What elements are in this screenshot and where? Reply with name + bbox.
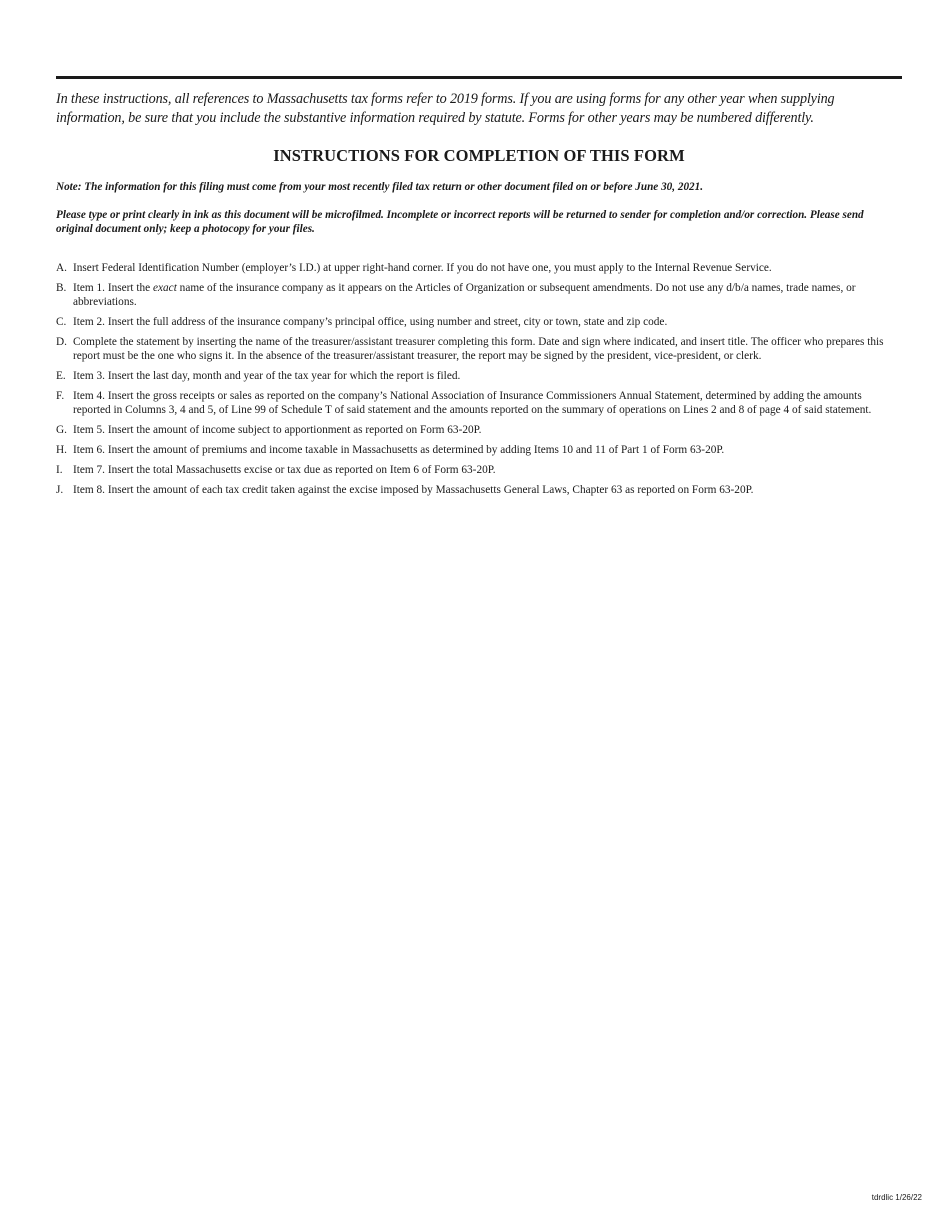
instruction-list <box>56 262 902 504</box>
intro-paragraph: In these instructions, all references to Massachusetts tax forms refer to 2019 forms. If you are using forms for any other year when supplying information, be sure that you include the substantive information required by statute. Forms for other years may be numbered differently. <box>56 91 835 126</box>
item-text: Item 2. Insert the full address of the insurance company’s principal office, using number and street, city or town, state and zip code. <box>73 315 668 328</box>
item-text: Item 3. Insert the last day, month and year of the tax year for which the report is filed. <box>73 369 461 382</box>
item-letter: J. <box>56 484 64 497</box>
item-letter: D. <box>56 336 67 349</box>
item-letter: A. <box>56 262 67 274</box>
instruction-item-e <box>56 370 902 384</box>
item-text <box>73 282 902 310</box>
instruction-item-f <box>56 390 902 418</box>
item-letter: E. <box>56 369 66 382</box>
document-page <box>56 0 902 1230</box>
item-letter: C. <box>56 315 67 328</box>
instruction-item-c <box>56 316 902 330</box>
note-microfilm: Please type or print clearly in ink as this document will be microfilmed. Incomplete or incorrect reports will be returned to sender for completion and/or correction. Please send original document only; keep a photocopy for your files. <box>56 209 864 235</box>
instruction-item-a <box>56 262 902 276</box>
item-text: Insert Federal Identification Number (employer’s I.D.) at upper right-hand corner. If you do not have one, you must apply to the Internal Revenue Service. <box>73 262 772 274</box>
item-text: Item 4. Insert the gross receipts or sales as reported on the company’s National Association of Insurance Commissioners Annual Statement, determined by adding the amounts reported in Columns 3, 4 and 5, of Line 99 of Schedule T of said statement and the amounts reported on the summary of operations on Lines 2 and 8 of page 4 of said statement. <box>73 390 872 416</box>
page-title: INSTRUCTIONS FOR COMPLETION OF THIS FORM <box>273 146 685 165</box>
instruction-item-g <box>56 424 902 438</box>
form-revision-code: tdrdlic 1/26/22 <box>871 1193 922 1202</box>
item-text-part: name of the insurance company as it appears on the Articles of Organization or subsequent amendments. Do not use any d/b/a names, trade names, or abbreviations. <box>73 282 856 308</box>
item-letter: G. <box>56 423 67 436</box>
item-letter: H. <box>56 444 67 457</box>
item-letter: F. <box>56 390 65 403</box>
item-text: Item 7. Insert the total Massachusetts excise or tax due as reported on Item 6 of Form 63-20P. <box>73 464 496 477</box>
item-text: Item 8. Insert the amount of each tax credit taken against the excise imposed by Massachusetts General Laws, Chapter 63 as reported on Form 63-20P. <box>73 484 754 497</box>
instruction-item-i <box>56 464 902 478</box>
item-text-part: Item 1. Insert the <box>73 282 153 295</box>
item-letter: B. <box>56 282 67 295</box>
top-rule <box>56 76 902 79</box>
instruction-item-b <box>56 282 902 310</box>
item-text: Complete the statement by inserting the name of the treasurer/assistant treasurer completing this form. Date and sign where indicated, and insert title. The officer who prepares this report must be the one who signs it. In the absence of the treasurer/assistant treasurer, the report may be signed by the president, vice-president, or clerk. <box>73 336 884 362</box>
item-text: Item 5. Insert the amount of income subject to apportionment as reported on Form 63-20P. <box>73 423 482 436</box>
instruction-item-d <box>56 336 902 364</box>
instruction-item-h <box>56 444 902 458</box>
item-text-emphasis: exact <box>153 282 177 295</box>
item-letter: I. <box>56 464 63 477</box>
item-text: Item 6. Insert the amount of premiums and income taxable in Massachusetts as determined by adding Items 10 and 11 of Part 1 of Form 63-20P. <box>73 444 725 457</box>
instruction-item-j <box>56 484 902 498</box>
note-filing-source: Note: The information for this filing must come from your most recently filed tax return or other document filed on or before June 30, 2021. <box>56 181 704 193</box>
